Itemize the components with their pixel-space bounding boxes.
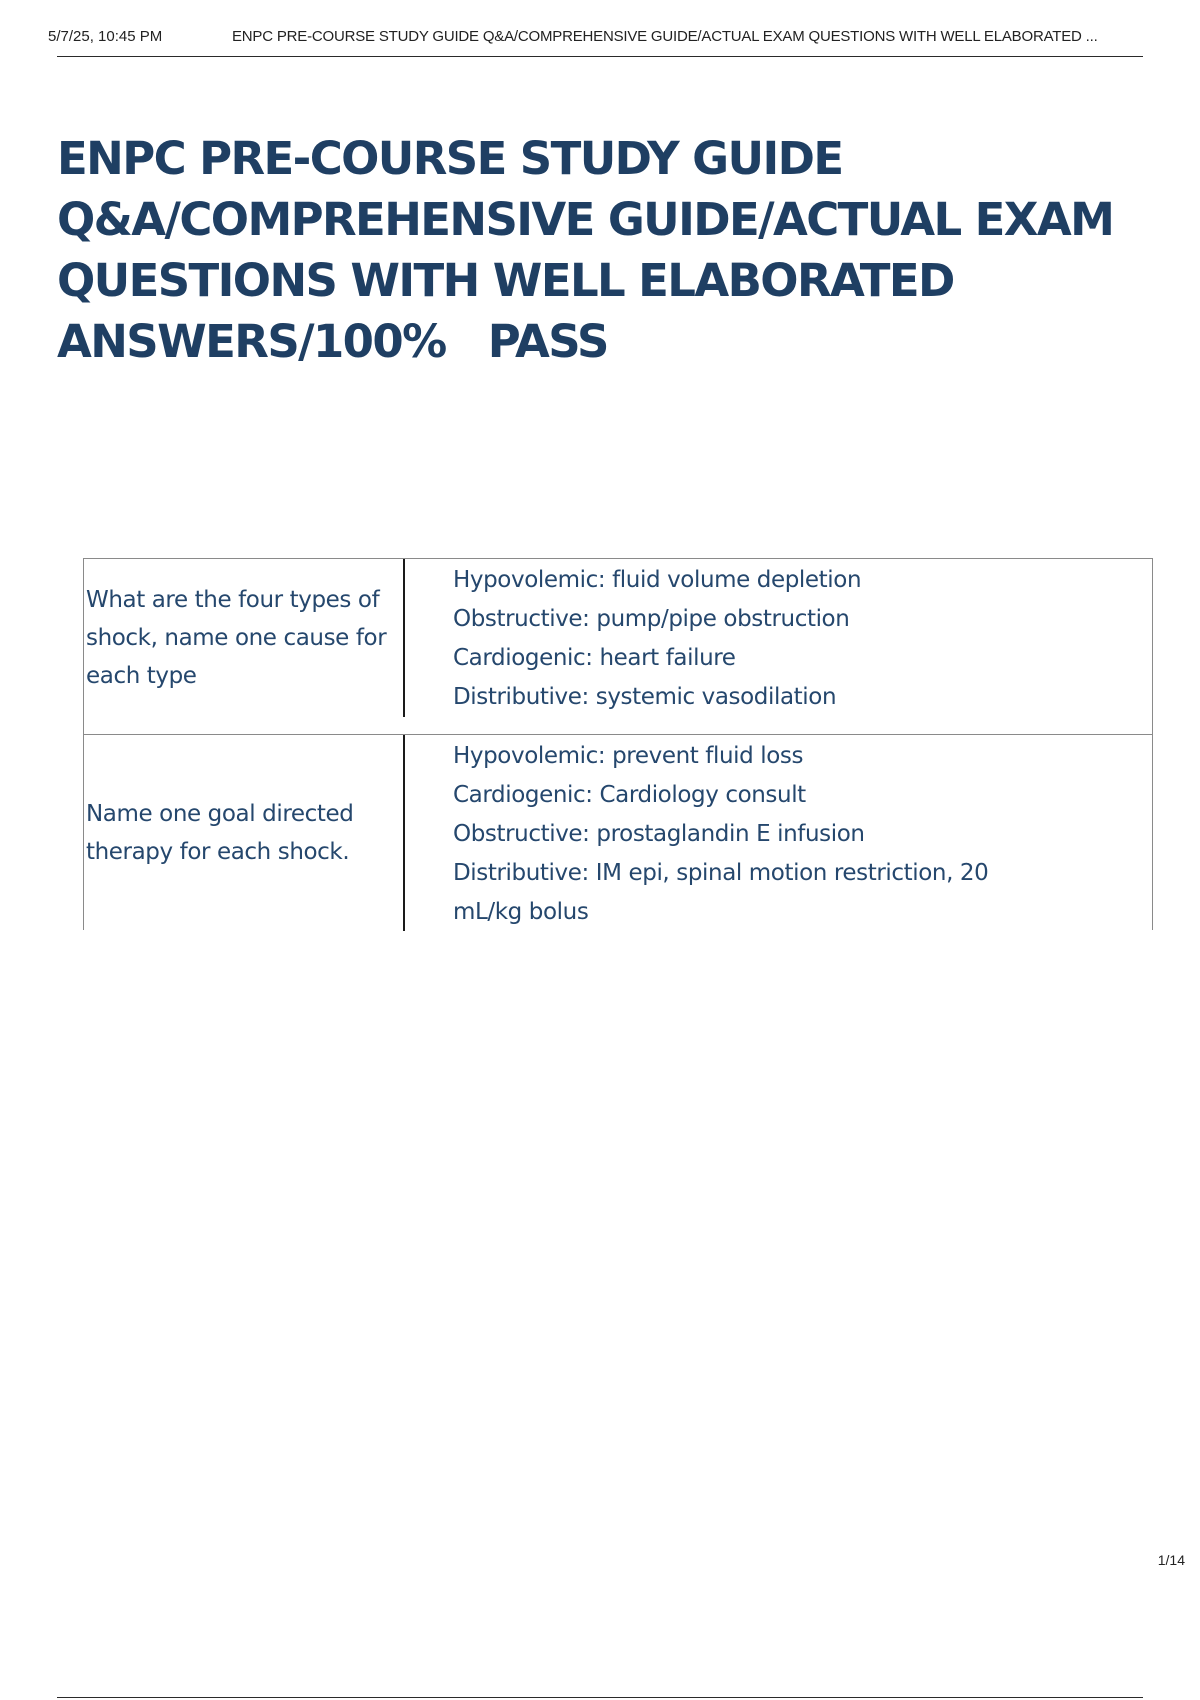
answer-line: Hypovolemic: fluid volume depletion	[453, 567, 862, 593]
print-datetime: 5/7/25, 10:45 PM	[48, 28, 163, 45]
qa-table	[83, 558, 1153, 930]
answer-line: Cardiogenic: Cardiology consult	[453, 782, 806, 808]
answer-line: Obstructive: pump/pipe obstruction	[453, 606, 850, 632]
qa-row	[83, 734, 1153, 930]
answer-line: Cardiogenic: heart failure	[453, 645, 736, 671]
answer-line: mL/kg bolus	[453, 899, 589, 925]
qa-row	[83, 558, 1153, 734]
header-divider	[57, 56, 1143, 57]
answer-line: Distributive: IM epi, spinal motion restriction, 20	[453, 860, 989, 886]
question-text: What are the four types of shock, name one cause for each type	[86, 587, 387, 689]
answer-line: Distributive: systemic vasodilation	[453, 684, 837, 710]
print-header	[48, 28, 1188, 50]
page-number: 1/14	[1157, 1552, 1185, 1568]
question-cell	[84, 559, 405, 717]
answer-cell	[405, 735, 1152, 930]
question-cell	[84, 735, 405, 931]
answer-line: Hypovolemic: prevent fluid loss	[453, 743, 804, 769]
print-doc-title: ENPC PRE-COURSE STUDY GUIDE Q&A/COMPREHENSIVE GUIDE/ACTUAL EXAM QUESTIONS WITH WELL ELABORATED ...	[232, 28, 1098, 45]
answer-line: Obstructive: prostaglandin E infusion	[453, 821, 865, 847]
question-text: Name one goal directed therapy for each shock.	[86, 801, 354, 865]
page-title: ENPC PRE-COURSE STUDY GUIDE Q&A/COMPREHENSIVE GUIDE/ACTUAL EXAM QUESTIONS WITH WELL ELABORATED ANSWERS/100% PASS	[57, 132, 1114, 368]
footer-divider	[57, 1697, 1143, 1698]
answer-cell	[405, 559, 1152, 735]
